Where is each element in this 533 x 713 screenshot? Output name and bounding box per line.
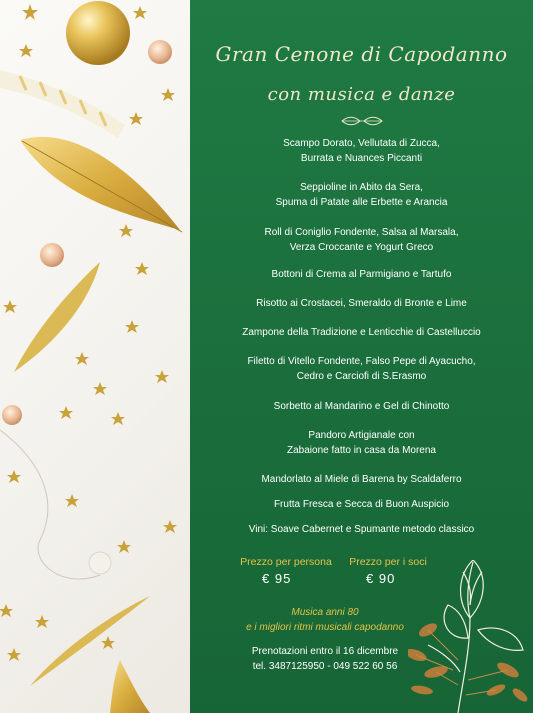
crystal-gem: [89, 552, 111, 574]
event-subtitle: con musica e danze: [267, 84, 456, 105]
gold-decorations: [0, 0, 190, 713]
menu-item: Filetto di Vitello Fondente, Falso Pepe di Ayacucho, Cedro e Carciofi di S.Erasmo: [247, 356, 476, 382]
leaf-divider-icon: [340, 114, 384, 128]
gold-ball-ornament: [66, 1, 130, 65]
price-label: Prezzo per persona: [240, 556, 332, 568]
glitter-feather: [14, 262, 100, 372]
menu-item: Zampone della Tradizione e Lenticchie di Castelluccio: [242, 327, 481, 338]
price-value: € 95: [262, 571, 292, 586]
crystal-gem: [2, 405, 22, 425]
menu-item: Scampo Dorato, Vellutata di Zucca, Burrata e Nuances Piccanti: [283, 138, 440, 164]
menu-item: Frutta Fresca e Secca di Buon Auspicio: [273, 499, 450, 510]
price-value: € 90: [366, 571, 396, 586]
menu-item: Risotto ai Crostacei, Smeraldo di Bronte e Lime: [256, 298, 467, 309]
event-title: Gran Cenone di Capodanno: [215, 42, 508, 66]
booking-info: Prenotazioni entro il 16 dicembre tel. 3487125950 - 049 522 60 56: [251, 646, 399, 672]
decorative-panel: [0, 0, 190, 713]
menu-item: Vini: Soave Cabernet e Spumante metodo classico: [248, 524, 475, 535]
menu-item: Pandoro Artigianale con Zabaione fatto in casa da Morena: [287, 430, 436, 456]
botanical-illustration: [408, 560, 533, 713]
menu-item: Mandorlato al Miele di Barena by Scaldaferro: [261, 474, 462, 485]
crystal-gem: [40, 243, 64, 267]
ribbon-decoration: [0, 70, 125, 138]
menu-item: Bottoni di Crema al Parmigiano e Tartufo: [271, 269, 452, 280]
crystal-gem: [148, 40, 172, 64]
light-string: [0, 430, 100, 579]
music-info: Musica anni 80 e i migliori ritmi musicali capodanno: [246, 607, 404, 633]
glitter-feather: [30, 596, 150, 686]
menu-item: Roll di Coniglio Fondente, Salsa al Marsala, Verza Croccante e Yogurt Greco: [264, 227, 459, 253]
gold-feather: [20, 137, 180, 230]
gold-stars: [0, 4, 177, 661]
menu-item: Seppioline in Abito da Sera, Spuma di Patate alle Erbette e Arancia: [275, 182, 448, 208]
menu-panel: [190, 0, 533, 713]
price-per-person: [226, 556, 346, 586]
gold-feather: [110, 660, 150, 713]
price-label: Prezzo per i soci: [349, 556, 427, 568]
menu-item: Sorbetto al Mandarino e Gel di Chinotto: [273, 401, 450, 412]
